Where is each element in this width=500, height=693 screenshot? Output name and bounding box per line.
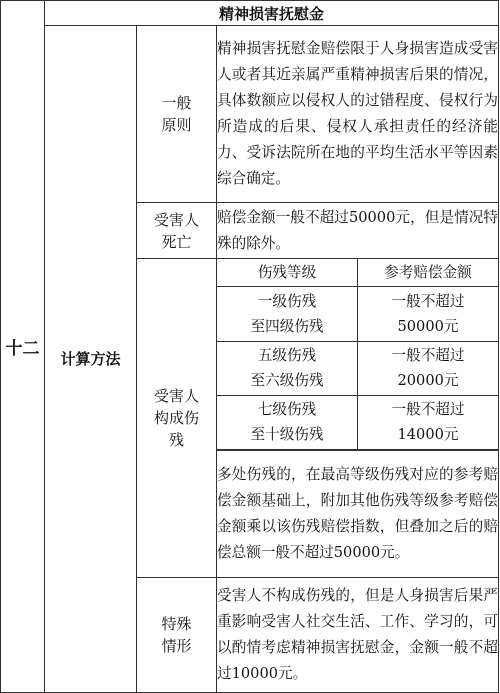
victim-death-text: 赔偿金额一般不超过50000元，但是情况特殊的除外。 xyxy=(217,203,499,259)
general-principle-label xyxy=(137,26,217,203)
grade-column-header: 伤残等级 xyxy=(217,259,358,286)
disability-grade-table xyxy=(217,259,498,450)
table-title: 精神损害抚慰金 xyxy=(45,1,499,26)
amount-cell-text: 一般不超过 50000元 xyxy=(391,292,465,335)
general-principle-text: 精神损害抚慰金赔偿限于人身损害造成受害人或者其近亲属严重精神损害后果的情况，具体数额应以侵权人的过错程度、侵权行为所造成的后果、侵权人承担责任的经济能力、受诉法院所在地的平均生活水平等因素综合确定。 xyxy=(217,26,499,203)
grade-cell xyxy=(217,286,358,341)
amount-column-header: 参考赔偿金额 xyxy=(358,259,499,286)
amount-cell xyxy=(358,341,499,395)
amount-cell xyxy=(358,286,499,341)
disability-label-text: 受害人 构成伤 残 xyxy=(153,386,199,449)
victim-death-label-text: 受害人 死亡 xyxy=(153,210,199,251)
disability-grade-table-cell xyxy=(217,259,499,451)
table-row xyxy=(217,286,498,341)
method-label: 计算方法 xyxy=(45,26,137,693)
amount-cell xyxy=(358,395,499,449)
table-row xyxy=(217,395,498,449)
section-number: 十二 xyxy=(1,1,45,693)
grade-cell-text: 五级伤残 至六级伤残 xyxy=(250,347,324,389)
amount-cell-text: 一般不超过 14000元 xyxy=(391,401,465,443)
grade-cell xyxy=(217,341,358,395)
general-principle-label-text: 一般 原则 xyxy=(161,94,192,134)
special-case-label-text: 特殊 情形 xyxy=(161,614,192,655)
victim-death-label xyxy=(137,203,217,259)
amount-cell-text: 一般不超过 20000元 xyxy=(391,347,465,389)
grade-cell-text: 一级伤残 至四级伤残 xyxy=(250,292,324,335)
disability-label xyxy=(137,259,217,578)
table-row xyxy=(217,341,498,395)
grade-cell xyxy=(217,395,358,449)
grade-cell-text: 七级伤残 至十级伤残 xyxy=(250,401,324,443)
special-case-label xyxy=(137,577,217,692)
disability-note-text: 多处伤残的，在最高等级伤残对应的参考赔偿金额基础上，附加其他伤残等级参考赔偿金额乘以该伤残赔偿指数，但叠加之后的赔偿总额一般不超过50000元。 xyxy=(217,450,499,577)
special-case-text: 受害人不构成伤残的，但是人身损害后果严重影响受害人社交生活、工作、学习的，可以酌情考虑精神损害抚慰金，金额一般不超过10000元。 xyxy=(217,577,499,692)
